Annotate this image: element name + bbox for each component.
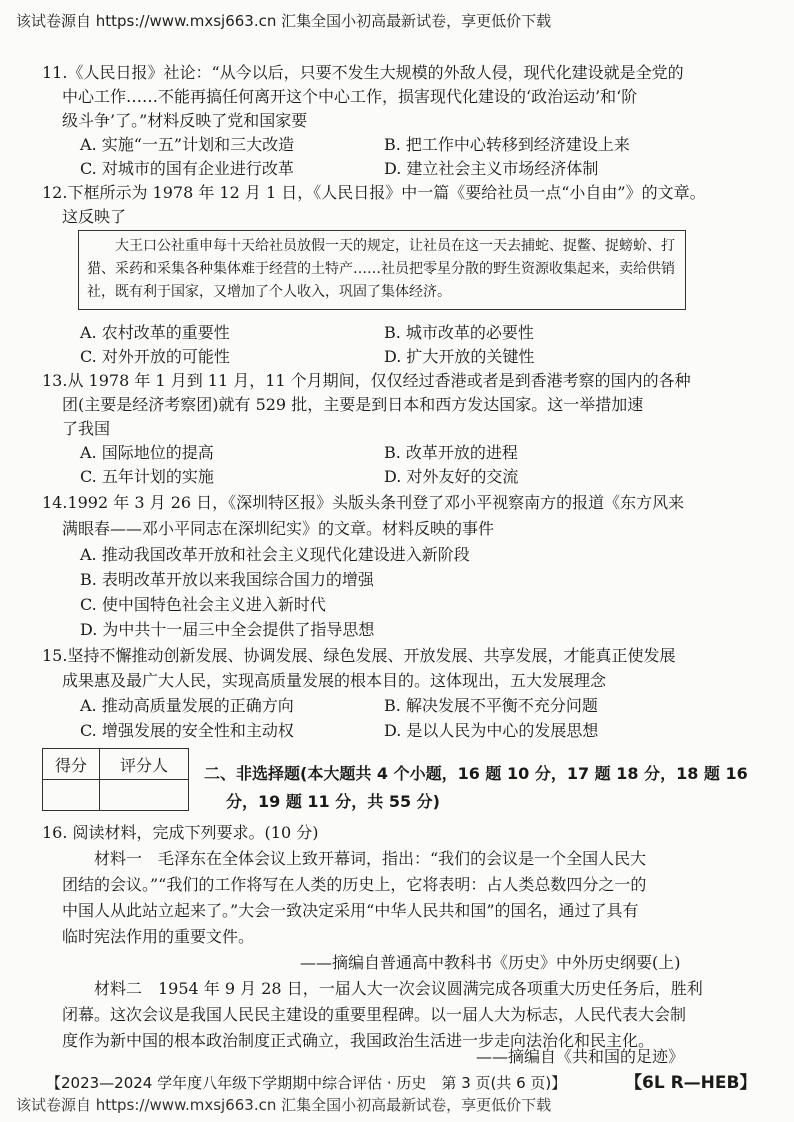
q15-option-a: A. 推动高质量发展的正确方向 xyxy=(80,696,294,715)
q14-line-1: 14.1992 年 3 月 26 日，《深圳特区报》头版头条刊登了邓小平视察南方的报道《东方风来 xyxy=(42,493,685,512)
q16-mat1-line-1: 材料一 毛泽东在全体会议上致开幕词，指出：“我们的会议是一个全国人民大 xyxy=(94,849,647,868)
watermark-top: 该试卷源自 https://www.mxsj663.cn 汇集全国小初高最新试卷，享更低价下载 xyxy=(16,12,552,30)
q16-mat1-line-3: 中国人从此站立起来了。”大会一致决定采用“中华人民共和国”的国名，通过了具有 xyxy=(62,901,639,920)
q13-option-c: C. 五年计划的实施 xyxy=(80,467,214,486)
q11-line-3: 级斗争’了。”材料反映了党和国家要 xyxy=(62,111,308,130)
q16-mat2-line-1: 材料二 1954 年 9 月 28 日，一届人大一次会议圆满完成各项重大历史任务后，胜利 xyxy=(94,979,703,998)
section-2-heading xyxy=(204,760,748,816)
q13-line-3: 了我国 xyxy=(62,419,111,438)
q13-option-d: D. 对外友好的交流 xyxy=(384,467,519,486)
q12-option-a: A. 农村改革的重要性 xyxy=(80,323,230,342)
watermark-bottom: 该试卷源自 https://www.mxsj663.cn 汇集全国小初高最新试卷，享更低价下载 xyxy=(16,1096,552,1114)
q16-stem: 16. 阅读材料，完成下列要求。(10 分) xyxy=(42,823,319,842)
q14-option-a: A. 推动我国改革开放和社会主义现代化建设进入新阶段 xyxy=(80,545,470,564)
q12-option-c: C. 对外开放的可能性 xyxy=(80,347,230,366)
q11-option-d: D. 建立社会主义市场经济体制 xyxy=(384,159,599,178)
q16-source-2: ——摘编自《共和国的足迹》 xyxy=(476,1047,685,1066)
score-header: 得分 xyxy=(43,749,100,780)
paper-code: 【6L R—HEB】 xyxy=(625,1073,757,1093)
q13-line-1: 13.从 1978 年 1 月到 11 月，11 个月期间，仅仅经过香港或者是到香港考察的国内的各种 xyxy=(42,371,691,390)
score-cell[interactable] xyxy=(43,780,100,811)
q14-option-d: D. 为中共十一届三中全会提供了指导思想 xyxy=(80,620,375,639)
q16-mat1-line-2: 团结的会议。”“我们的工作将写在人类的历史上，它将表明：占人类总数四分之一的 xyxy=(62,875,647,894)
q13-option-a: A. 国际地位的提高 xyxy=(80,443,214,462)
q16-mat2-line-3: 度作为新中国的根本政治制度正式确立，我国政治生活进一步走向法治化和民主化。 xyxy=(62,1031,655,1050)
q12-option-d: D. 扩大开放的关键性 xyxy=(384,347,535,366)
section-2-line-1: 二、非选择题(本大题共 4 个小题，16 题 10 分，17 题 18 分，18 题 16 xyxy=(204,764,748,783)
q15-option-c: C. 增强发展的安全性和主动权 xyxy=(80,721,294,740)
grader-cell[interactable] xyxy=(100,780,189,811)
q13-line-2: 团(主要是经济考察团)就有 529 批，主要是到日本和西方发达国家。这一举措加速 xyxy=(62,395,644,414)
page-footer: 【2023—2024 学年度八年级下学期期中综合评估 · 历史 第 3 页(共 6 页)】 xyxy=(46,1074,567,1092)
q13-option-b: B. 改革开放的进程 xyxy=(384,443,518,462)
q16-mat1-line-4: 临时宪法作用的重要文件。 xyxy=(62,927,255,946)
score-table xyxy=(42,748,189,811)
grader-header: 评分人 xyxy=(100,749,189,780)
q15-option-d: D. 是以人民为中心的发展思想 xyxy=(384,721,599,740)
q15-option-b: B. 解决发展不平衡不充分问题 xyxy=(384,696,598,715)
section-2-line-2: 分，19 题 11 分，共 55 分) xyxy=(226,792,440,811)
q11-line-2: 中心工作……不能再搞任何离开这个中心工作，损害现代化建设的‘政治运动’和‘阶 xyxy=(62,87,638,106)
q11-line-1: 11.《人民日报》社论：“从今以后，只要不发生大规模的外敌人侵，现代化建设就是全党的 xyxy=(42,63,684,82)
q16-mat2-line-2: 闭幕。这次会议是我国人民民主建设的重要里程碑。以一届人大为标志，人民代表大会制 xyxy=(62,1005,687,1024)
q12-box-line-1: 大王口公社重申每十天给社员放假一天的规定，让社员在这一天去捕蛇、捉鳖、捉螃蚧、打 xyxy=(115,238,675,254)
q12-box-line-2: 猎、采药和采集各种集体难于经营的土特产……社员把零星分散的野生资源收集起来，卖给供销 xyxy=(87,261,675,277)
q12-box-line-3: 社，既有利于国家，又增加了个人收入，巩固了集体经济。 xyxy=(87,284,451,300)
q11-option-c: C. 对城市的国有企业进行改革 xyxy=(80,159,294,178)
q14-option-c: C. 使中国特色社会主义进入新时代 xyxy=(80,595,326,614)
q16-source-1: ——摘编自普通高中教科书《历史》中外历史纲要(上) xyxy=(300,953,681,972)
q12-option-b: B. 城市改革的必要性 xyxy=(384,323,534,342)
q15-line-2: 成果惠及最广大人民，实现高质量发展的根本目的。这体现出，五大发展理念 xyxy=(62,671,607,690)
q11-option-b: B. 把工作中心转移到经济建设上来 xyxy=(384,135,630,154)
q15-line-1: 15.坚持不懈推动创新发展、协调发展、绿色发展、开放发展、共享发展，才能真正使发展 xyxy=(42,646,676,665)
q11-option-a: A. 实施“一五”计划和三大改造 xyxy=(80,135,295,154)
q12-line-2: 这反映了 xyxy=(62,207,127,226)
q14-line-2: 满眼春——邓小平同志在深圳纪实》的文章。材料反映的事件 xyxy=(62,519,495,538)
q12-quote-box xyxy=(78,230,686,310)
q14-option-b: B. 表明改革开放以来我国综合国力的增强 xyxy=(80,570,374,589)
q12-line-1: 12.下框所示为 1978 年 12 月 1 日，《人民日报》中一篇《要给社员一点“小自由”》的文章。 xyxy=(42,183,706,202)
